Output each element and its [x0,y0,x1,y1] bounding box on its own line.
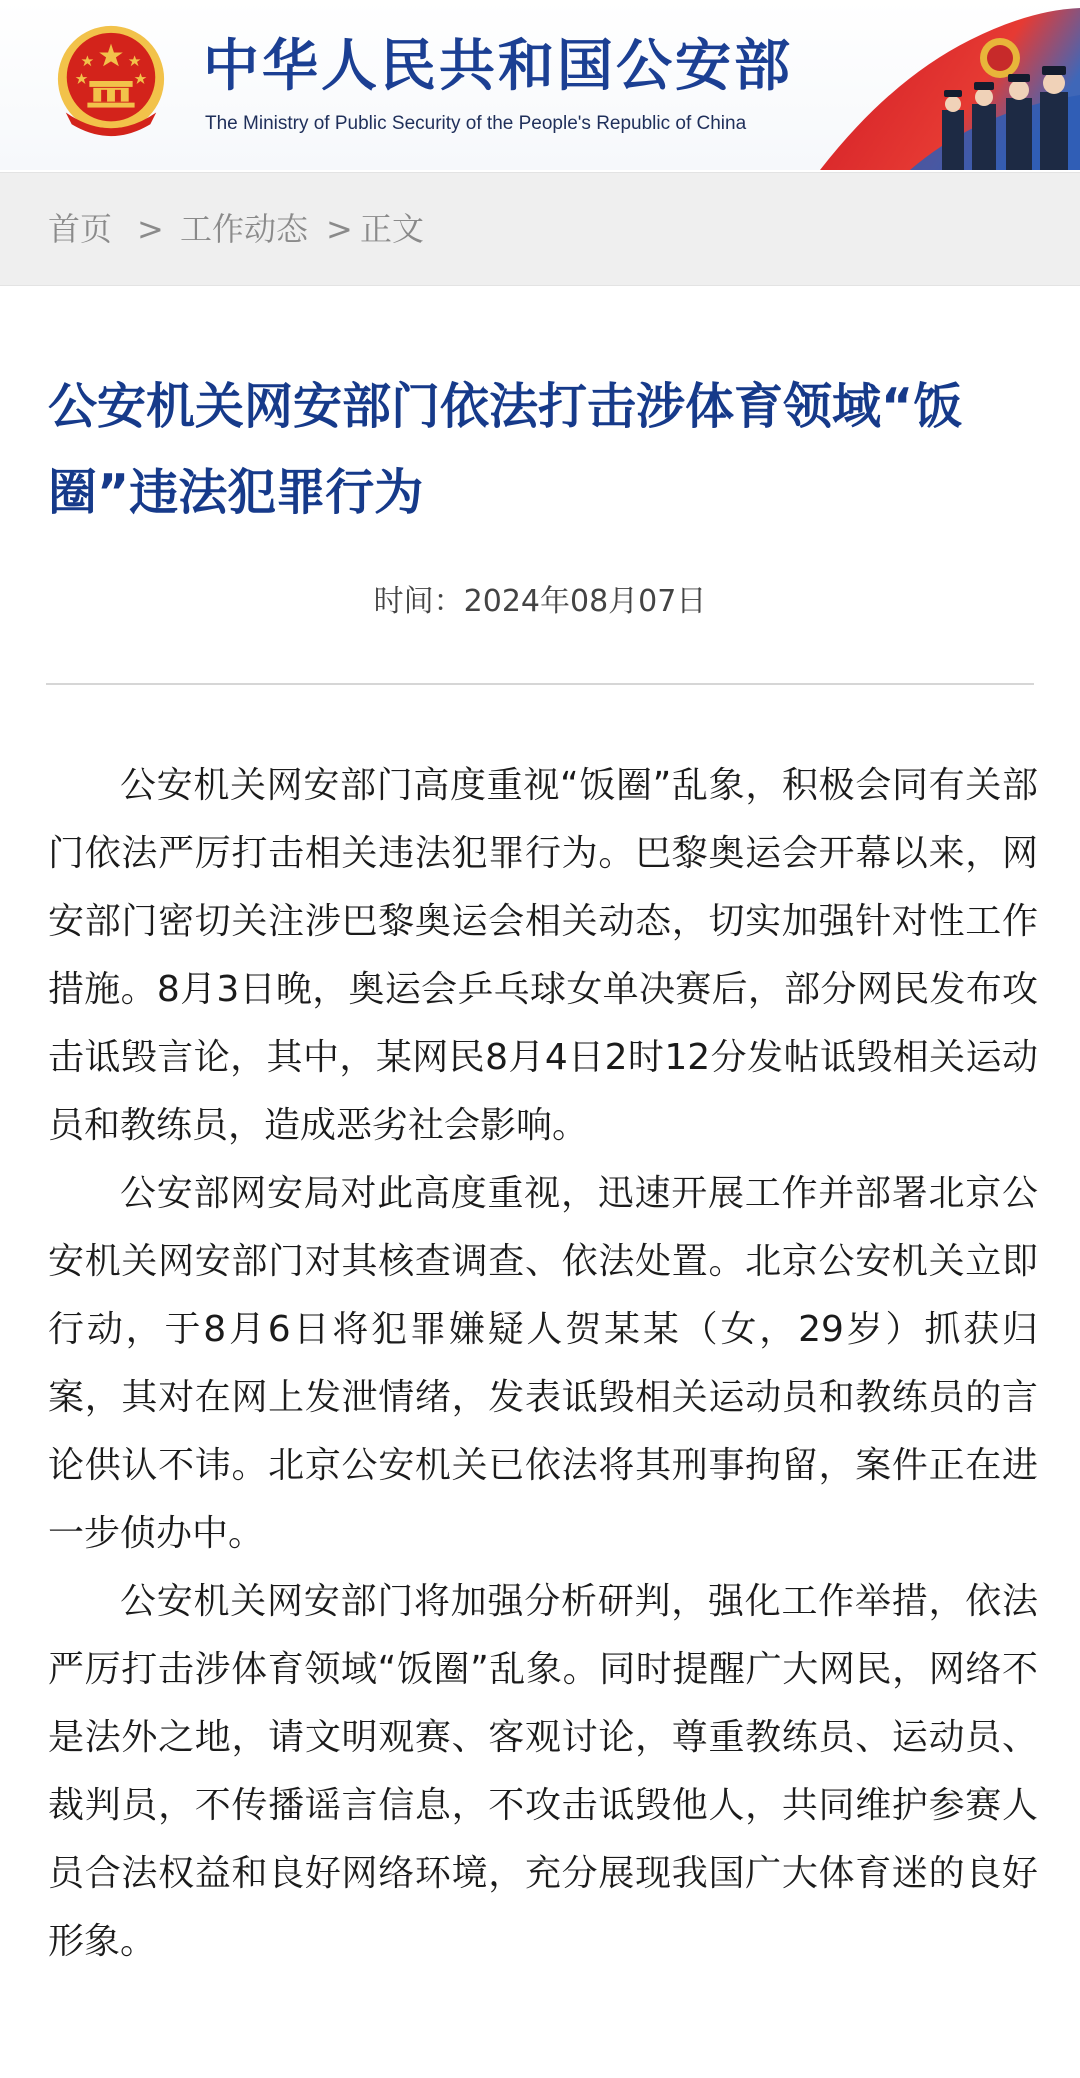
article-paragraph: 公安机关网安部门将加强分析研判，强化工作举措，依法严厉打击涉体育领域“饭圈”乱象。同时提醒广大网民，网络不是法外之地，请文明观赛、客观讨论，尊重教练员、运动员、裁判员，不传播谣言信息，不攻击诋毁他人，共同维护参赛人员合法权益和良好网络环境，充分展现我国广大体育迷的良好形象。 [48,1581,1038,1962]
article-paragraph: 公安部网安局对此高度重视，迅速开展工作并部署北京公安机关网安部门对其核查调查、依法处置。北京公安机关立即行动，于8月6日将犯罪嫌疑人贺某某（女，29岁）抓获归案，其对在网上发泄情绪，发表诋毁相关运动员和教练员的言论供认不讳。北京公安机关已依法将其刑事拘留，案件正在进一步侦办中。 [48,1173,1038,1554]
breadcrumb-separator: > [326,210,353,248]
article-paragraph: 公安机关网安部门高度重视“饭圈”乱象，积极会同有关部门依法严厉打击相关违法犯罪行为。巴黎奥运会开幕以来，网安部门密切关注涉巴黎奥运会相关动态，切实加强针对性工作措施。8月3日晚，奥运会乒乓球女单决赛后，部分网民发布攻击诋毁言论，其中，某网民8月4日2时12分发帖诋毁相关运动员和教练员，造成恶劣社会影响。 [48,765,1038,1146]
national-emblem-icon [52,22,170,140]
site-header [0,0,1080,170]
police-honor-guard-banner [820,0,1080,170]
site-subtitle: The Ministry of Public Security of the People's Republic of China [205,113,747,134]
article-title: 公安机关网安部门依法打击涉体育领域“饭圈”违法犯罪行为 [48,378,963,521]
site-title: 中华人民共和国公安部 [203,34,793,99]
breadcrumb [0,172,1080,286]
divider [46,683,1034,685]
breadcrumb-separator: > [137,210,164,248]
breadcrumb-home-link[interactable]: 首页 [48,210,113,248]
article-date: 时间：2024年08月07日 [373,584,707,619]
article-body [48,752,1038,1976]
breadcrumb-section-link[interactable]: 工作动态 [180,210,309,248]
breadcrumb-current: 正文 [360,210,425,248]
